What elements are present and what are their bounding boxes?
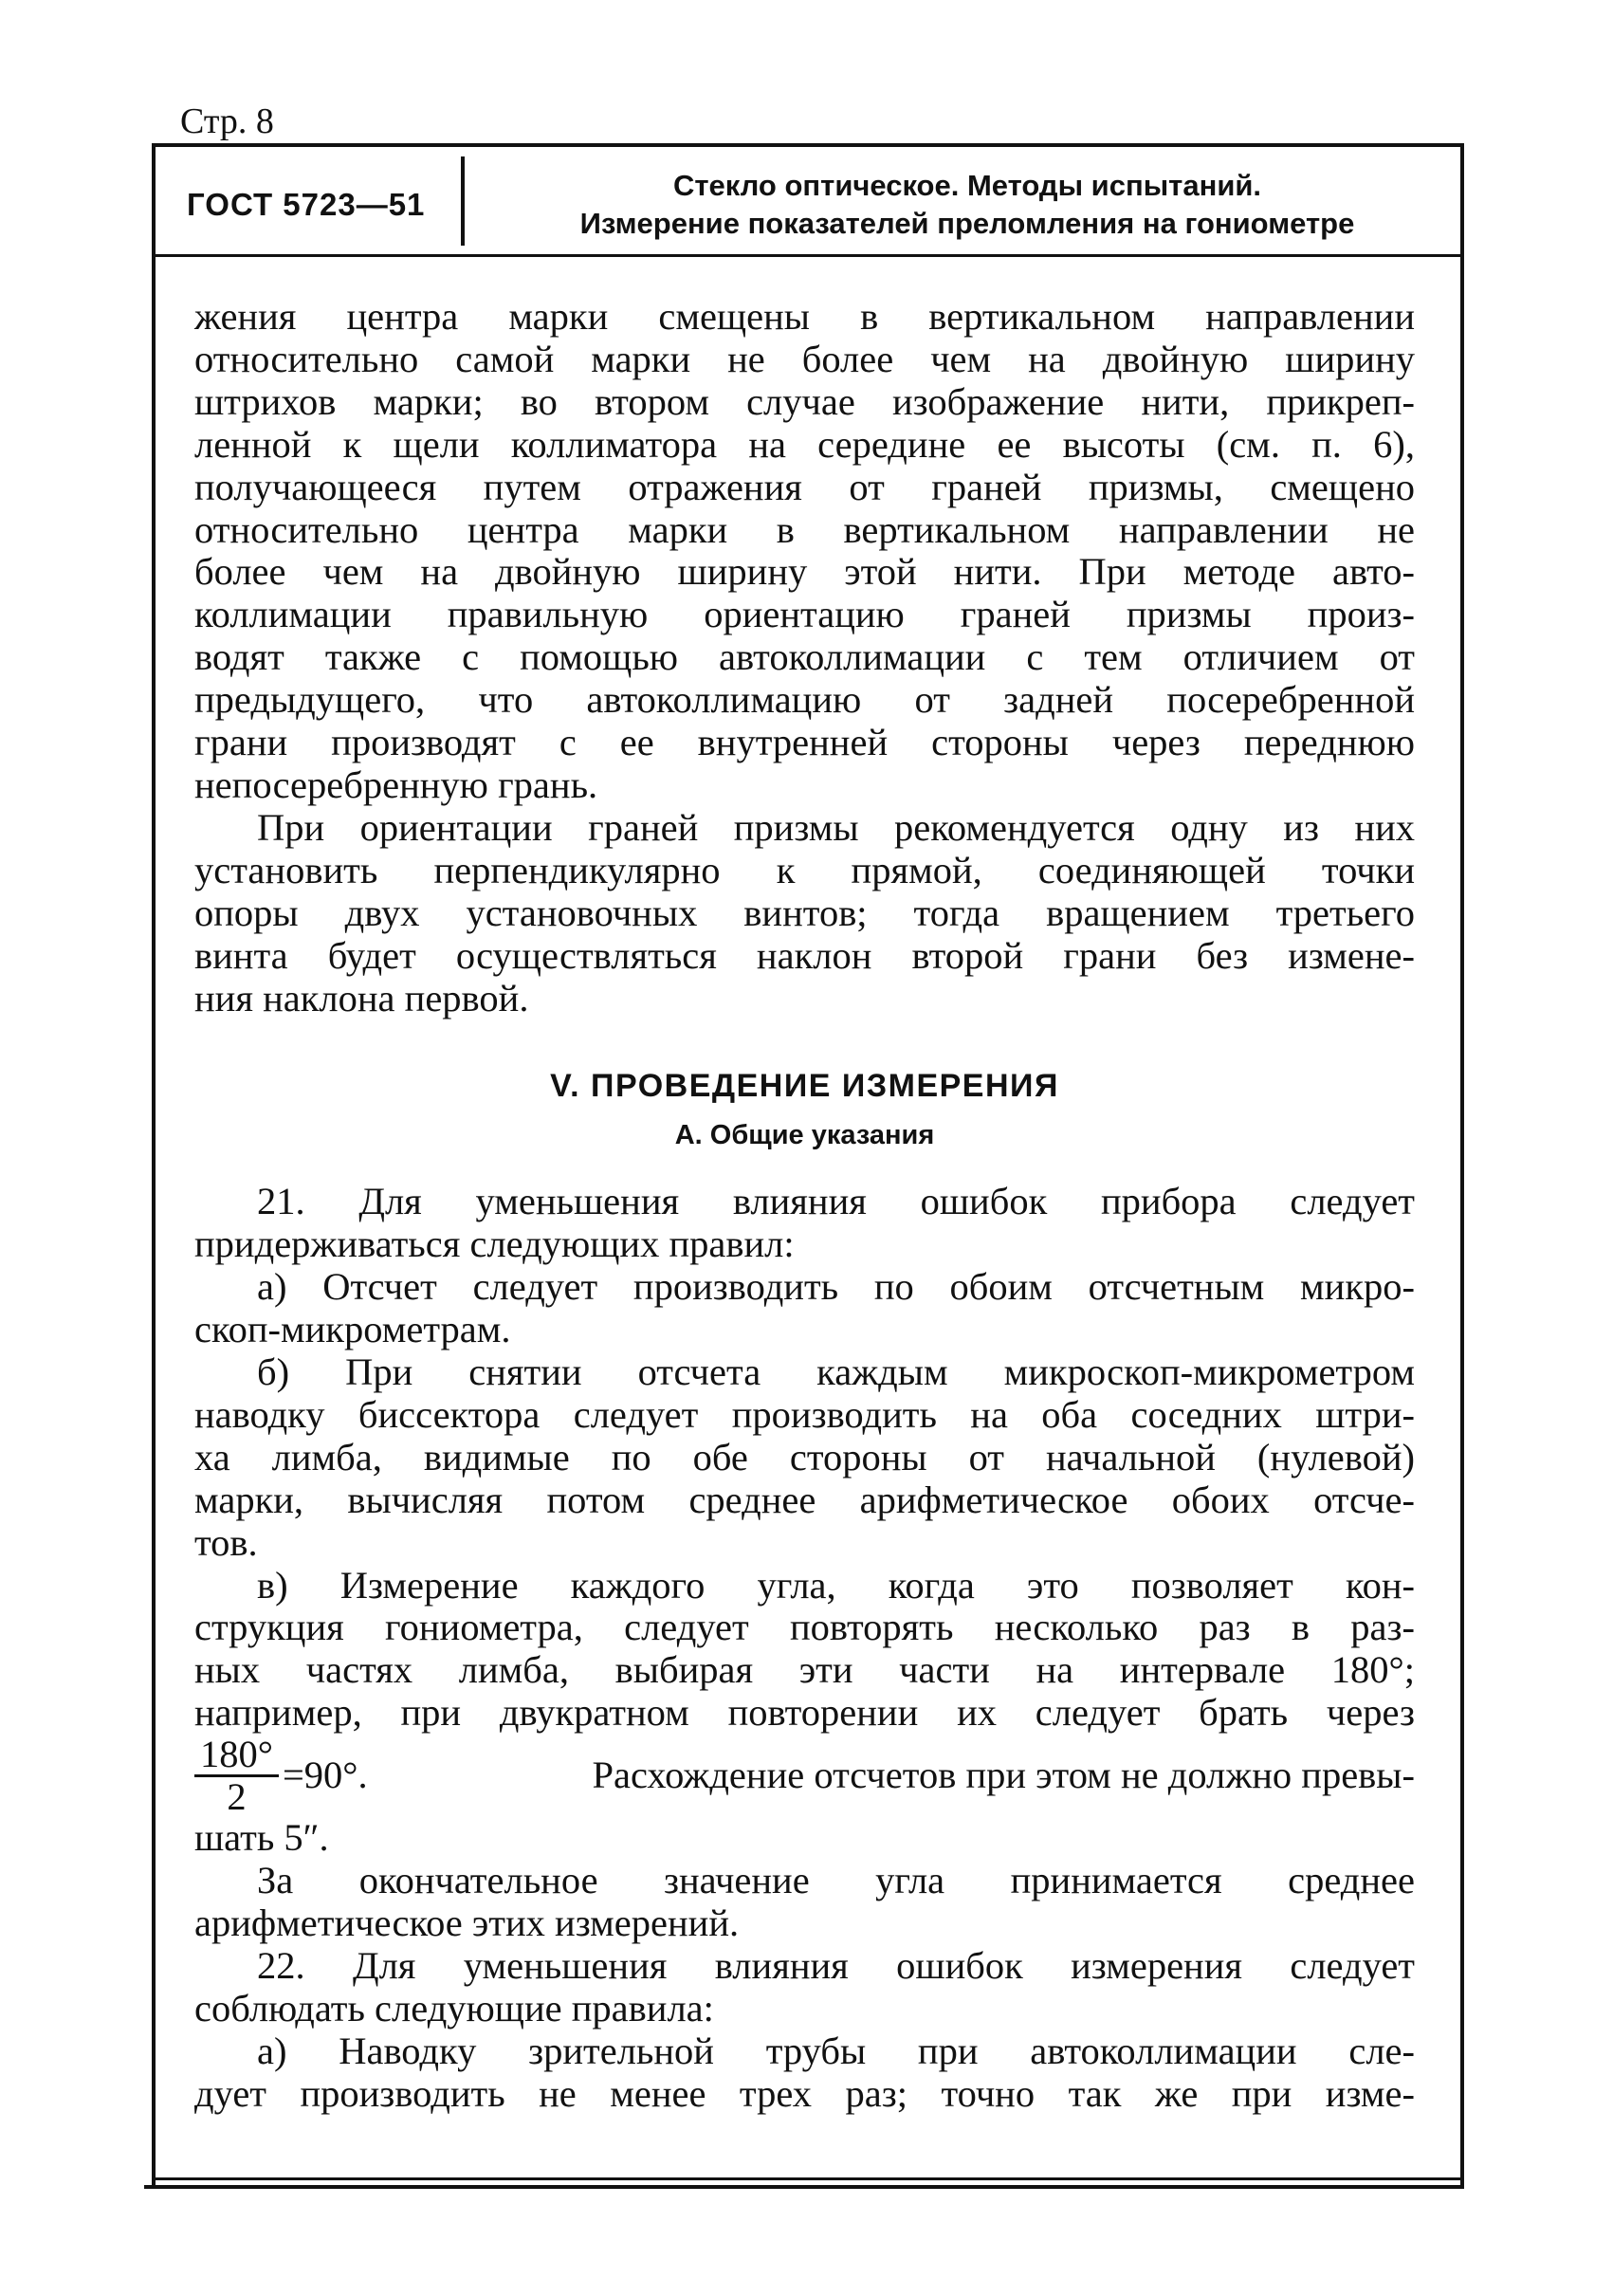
text-line: При ориентации граней призмы рекомендуется одну из них bbox=[257, 805, 1415, 849]
text-line: шать 5″. bbox=[194, 1816, 329, 1860]
text-line: ных частях лимба, выбирая эти части на интервале 180°; bbox=[194, 1648, 1415, 1692]
text-line: относительно центра марки в вертикальном направлении не bbox=[194, 507, 1415, 551]
text-line: более чем на двойную ширину этой нити. При методе авто- bbox=[194, 550, 1415, 594]
text-line: придерживаться следующих правил: bbox=[194, 1222, 795, 1266]
text-line: грани производят с ее внутренней стороны через переднюю bbox=[194, 721, 1415, 764]
fraction-rest bbox=[283, 1754, 1415, 1797]
body-text bbox=[194, 296, 1415, 2116]
paragraph-continuation bbox=[194, 296, 1415, 807]
text-line: ха лимба, видимые по обе стороны от начальной (нулевой) bbox=[194, 1435, 1415, 1479]
text-line: соблюдать следующие правила: bbox=[194, 1986, 714, 2030]
header-top-rule bbox=[152, 143, 1464, 147]
text-line: марки, вычисляя потом среднее арифметическое обоих отсче- bbox=[194, 1478, 1415, 1521]
text-line: тов. bbox=[194, 1520, 258, 1564]
text-line: дует производить не менее трех раз; точно так же при изме- bbox=[194, 2071, 1415, 2115]
fraction-result: =90°. bbox=[282, 1754, 368, 1797]
subsection-heading: А. Общие указания bbox=[674, 1120, 935, 1151]
text-line: наводку биссектора следует производить на оба соседних штри- bbox=[194, 1392, 1415, 1436]
item-21c bbox=[194, 1565, 1415, 1736]
text-line: 21. Для уменьшения влияния ошибок прибора следует bbox=[257, 1180, 1415, 1223]
text-line: б) При снятии отсчета каждым микроскоп-микрометром bbox=[257, 1350, 1415, 1394]
paragraph-orientation bbox=[194, 807, 1415, 1020]
page-number: Стр. 8 bbox=[180, 101, 274, 141]
text-line: коллимации правильную ориентацию граней призмы произ- bbox=[194, 593, 1415, 636]
standard-code: ГОСТ 5723—51 bbox=[187, 187, 426, 222]
text-line: предыдущего, что автоколлимацию от задней посеребренной bbox=[194, 678, 1415, 722]
header-title-line1: Стекло оптическое. Методы испытаний. bbox=[672, 169, 1262, 202]
header-title bbox=[474, 167, 1460, 243]
text-line: арифметическое этих измерений. bbox=[194, 1901, 740, 1944]
item-21a bbox=[194, 1266, 1415, 1351]
text-line: струкция гониометра, следует повторять несколько раз в раз- bbox=[194, 1606, 1415, 1649]
item-21b bbox=[194, 1351, 1415, 1565]
footer-rule-upper bbox=[152, 2177, 1464, 2180]
text-line: например, при двукратном повторении их следует брать через bbox=[194, 1691, 1415, 1735]
item-21-final bbox=[194, 1860, 1415, 1945]
text-line: ленной к щели коллиматора на середине ее высоты (см. п. 6), bbox=[194, 422, 1415, 466]
fraction bbox=[194, 1735, 279, 1817]
text-line: ния наклона первой. bbox=[194, 976, 529, 1019]
fraction-numerator: 180° bbox=[194, 1735, 279, 1777]
item-22 bbox=[194, 1945, 1415, 2030]
text-line: 22. Для уменьшения влияния ошибок измерения следует bbox=[257, 1943, 1415, 1987]
item-22a bbox=[194, 2030, 1415, 2116]
fraction-line bbox=[194, 1735, 1415, 1817]
fraction-sentence: Расхождение отсчетов при этом не должно превы- bbox=[592, 1754, 1415, 1797]
text-line: непосеребренную грань. bbox=[194, 762, 598, 806]
text-line: винта будет осуществляться наклон второй грани без измене- bbox=[194, 933, 1415, 977]
text-line: штрихов марки; во втором случае изображение нити, прикреп- bbox=[194, 379, 1415, 423]
header-title-line2: Измерение показателей преломления на гониометре bbox=[579, 207, 1355, 240]
text-line: За окончательное значение угла принимается среднее bbox=[257, 1859, 1415, 1902]
text-line: а) Наводку зрительной трубы при автоколлимации сле- bbox=[257, 2029, 1415, 2072]
text-line: относительно самой марки не более чем на двойную ширину bbox=[194, 337, 1415, 380]
text-line: скоп-микрометрам. bbox=[194, 1308, 511, 1351]
fraction-denominator: 2 bbox=[227, 1775, 247, 1819]
text-line: опоры двух установочных винтов; тогда вращением третьего bbox=[194, 891, 1415, 934]
text-line: установить перпендикулярно к прямой, соединяющей точки bbox=[194, 848, 1415, 891]
text-line: а) Отсчет следует производить по обоим отсчетным микро- bbox=[257, 1265, 1415, 1309]
header-bottom-rule bbox=[152, 254, 1464, 257]
item-21c-end bbox=[194, 1817, 1415, 1860]
text-line: жения центра марки смещены в вертикальном направлении bbox=[194, 295, 1415, 338]
text-line: получающееся путем отражения от граней призмы, смещено bbox=[194, 465, 1415, 508]
item-21 bbox=[194, 1181, 1415, 1266]
footer-rule-lower bbox=[144, 2185, 1464, 2189]
text-line: водят также с помощью автоколлимации с тем отличием от bbox=[194, 635, 1415, 679]
section-heading: V. ПРОВЕДЕНИЕ ИЗМЕРЕНИЯ bbox=[550, 1068, 1059, 1105]
text-line: в) Измерение каждого угла, когда это позволяет кон- bbox=[257, 1563, 1415, 1607]
